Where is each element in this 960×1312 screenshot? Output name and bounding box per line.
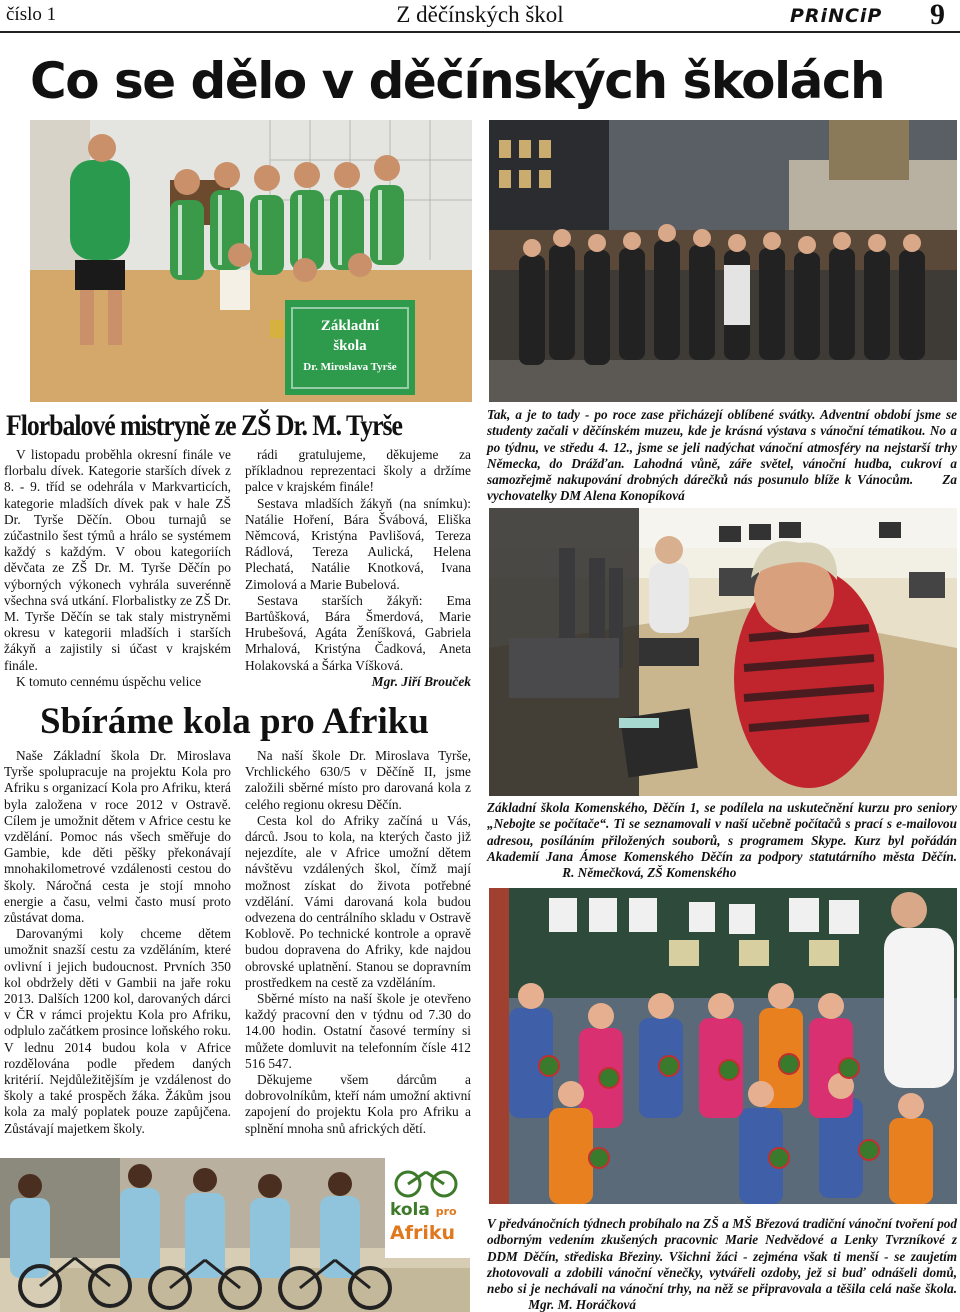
afrika-paragraph: Naše Základní škola Dr. Miroslava Tyrše spolupracuje na projektu Kola pro Afriku s organizací Kola pro Afriku, která byla založena v roce 2012 v Ostravě. Cílem je umožnit dětem v Africe cestu ke vzdělání. Pomoc nás všech směřuje do Gambie, kde děti pěšky překonávají mnohakilometrové vzdálenosti cestou do školy. Náročná cesta je stojí mnoho energie a času, velmi často musí proto zůstávat doma. xyxy=(4,748,231,926)
florbal-paragraph: rádi gratulujeme, děkujeme za příkladnou reprezentaci školy a držíme palce v krajském finále! xyxy=(245,447,471,495)
issue-label: číslo 1 xyxy=(6,4,57,25)
header-rule xyxy=(0,31,960,33)
afrika-headline: Sbíráme kola pro Afriku xyxy=(40,701,429,742)
publication-logo: PRiNCiP xyxy=(790,5,883,27)
seniors-caption xyxy=(487,800,957,881)
wreaths-caption xyxy=(487,1216,957,1312)
florbal-column-1 xyxy=(4,447,231,690)
afrika-paragraph: Děkujeme všem dárcům a dobrovolníkům, kteří nám umožní aktivní zapojení do projektu Kola pro Afriku a splnění mnoha snů afrických dětí. xyxy=(245,1072,471,1136)
advent-caption xyxy=(487,407,957,505)
kola-pro-afriku-logo xyxy=(388,1164,468,1254)
seniors-computer-photo xyxy=(489,508,957,796)
logo-word-pro: pro xyxy=(435,1205,457,1218)
page-title: Co se dělo v děčínských školách xyxy=(30,52,885,110)
afrika-paragraph: Cesta kol do Afriky začíná u Vás, dárců. Jsou to kola, na kterých často již nejezdíte, ale v Africe umožní dětem návštěvu vzdálených škol, čímž mají možnost získat do života potřebné vzdělání. Vámi darovaná kola budou odvezena do centrálního skladu v Ostravě Koblově. Po technické kontrole a opravě budou dopravena do Afriky, kde najdou obrovské uplatnění. Stanou se dopravním prostředkem na cestě za vzděláním. xyxy=(245,812,471,990)
florbal-paragraph: V listopadu proběhla okresní finále ve florbalu dívek. Kategorie starších dívek z 8. - 9. tříd se odehrála v Markvarticích, kategorie mladších dívek pak v hale ZŠ Dr. Tyrše Děčín. Obou turnajů se zúčastnilo šest týmů a hrálo se systémem každý s každým. V obou kategoriích děvčata ze ZŠ Dr. M. Tyrše Děčín po výborných výkonech vyhrála suverénně všechna svá utkání. Florbalistky ze ZŠ Dr. M. Tyrše Děčín se tak staly mistryněmi okresu v kategorii mladších i starších žákyň a zajistily si účast v krajském finále. xyxy=(4,447,231,673)
svg-text:škola: škola xyxy=(333,338,367,354)
africa-bikes-photo xyxy=(0,1158,470,1312)
afrika-column-1 xyxy=(4,748,231,1137)
seniors-caption-text: Základní škola Komenského, Děčín 1, se podílela na uskutečnění kurzu pro seniory „Nebojte se počítače“. Ti se seznamovali v naší učebně počítačů s prací s e-mailovou adresou, posíláním přiložených souborů, s programem Skype. Kurz byl pořádán Akademií Jana Ámose Komenského Děčín za podpory statutárního města Děčín. xyxy=(487,800,957,864)
florbal-paragraph: Sestava mladších žákyň (na snímku): Natálie Hoření, Bára Švábová, Eliška Němcová, Kristýna Pavlišová, Tereza Rádlová, Tereza Aulická, Helena Plechatá, Natálie Knotková, Ivana Zimolová a Marie Bubelová. xyxy=(245,495,471,592)
svg-text:Základní: Základní xyxy=(320,318,380,334)
florbal-headline: Florbalové mistryně ze ZŠ Dr. M. Tyrše xyxy=(6,409,402,442)
afrika-paragraph: Darovanými koly chceme dětem umožnit snazší cestu za vzděláním, které ovlivní i jejich budoucnost. Prvních 350 kol obdržely děti v Gambii na jaře roku 2013. Dalších 1200 kol, darovaných dárci v ČR v rámci projektu Kola pro Afriku, odplulo začátkem prosince loňského roku. V lednu 2014 budou kola v Africe rozdělována podle předem daných kritérií. Nejdůležitějším je vzdálenost do školy a také prospěch žáka. Žákům jsou kola za malý poplatek pouze zapůjčena. Zůstávají majetkem školy. xyxy=(4,926,231,1136)
logo-word-afriku: Afriku xyxy=(390,1222,456,1244)
wreaths-caption-text: V předvánočních týdnech probíhalo na ZŠ a MŠ Březová tradiční vánoční tvoření pod odborným vedením zkušených pracovnic Marie Nedvědové a Lenky Tvrzníkové z DDM Děčín, střediska Březiny. Všichni žáci - zejména však ti menší - se zaujetím zhotovovali a zdobili vánoční věnečky, vytvářeli ozdoby, jež si buď odnášeli domů, nebo si je nechávali na vánoční trhy, na něž se připravovala a těšila celá naše škola. xyxy=(487,1216,957,1297)
florbal-paragraph: Sestava starších žákyň: Ema Bartůšková, Bára Šmerdová, Marie Hrubešová, Agáta Ženíšková, Gabriela Mrhalová, Kristýna Čadková, Aneta Holakovská a Šárka Víšková. xyxy=(245,592,471,673)
seniors-signature: R. Němečková, ZŠ Komenského xyxy=(562,865,737,881)
afrika-column-2 xyxy=(245,748,471,1137)
page-number: 9 xyxy=(930,0,945,31)
advent-signature: Za vychovatelky DM Alena Konopíková xyxy=(487,472,957,504)
florbal-team-photo xyxy=(30,120,472,402)
dresden-group-photo xyxy=(489,120,957,402)
wreaths-signature: Mgr. M. Horáčková xyxy=(528,1297,636,1312)
wreaths-class-photo xyxy=(489,888,957,1204)
afrika-paragraph: Na naší škole Dr. Miroslava Tyrše, Vrchlického 630/5 v Děčíně II, jsme založili sběrné místo pro darovaná kola z celého regionu okresu Děčín. xyxy=(245,748,471,812)
afrika-paragraph: Sběrné místo na naší škole je otevřeno každý pracovní den v týdnu od 7.30 do 14.00 hodin. Ostatní časové termíny si můžete domluvit na telefonním čísle 412 516 547. xyxy=(245,991,471,1071)
florbal-column-2 xyxy=(245,447,471,690)
advent-caption-text: Tak, a je to tady - po roce zase přicházejí oblíbené svátky. Adventní období jsme se studenty začali v děčínském muzeu, kde je krásná výstava s vánoční tématikou. No a po týdnu, ve středu 4. 12., jsme se jeli nadýchat vánoční atmosféry na nejstarší trhy Německa, do Drážďan. Lahodná vůně, záře světel, vánoční hudba, cukroví a samozřejmě nakupování drobných dárečků nás posunulo blíže k Vánocům. xyxy=(487,407,957,488)
logo-word-kola: kola xyxy=(390,1200,430,1220)
section-title: Z děčínských škol xyxy=(396,2,564,27)
svg-text:Dr. Miroslava Tyrše: Dr. Miroslava Tyrše xyxy=(303,361,397,373)
florbal-paragraph: K tomuto cennému úspěchu velice xyxy=(16,673,202,689)
florbal-signature: Mgr. Jiří Brouček xyxy=(371,673,471,689)
